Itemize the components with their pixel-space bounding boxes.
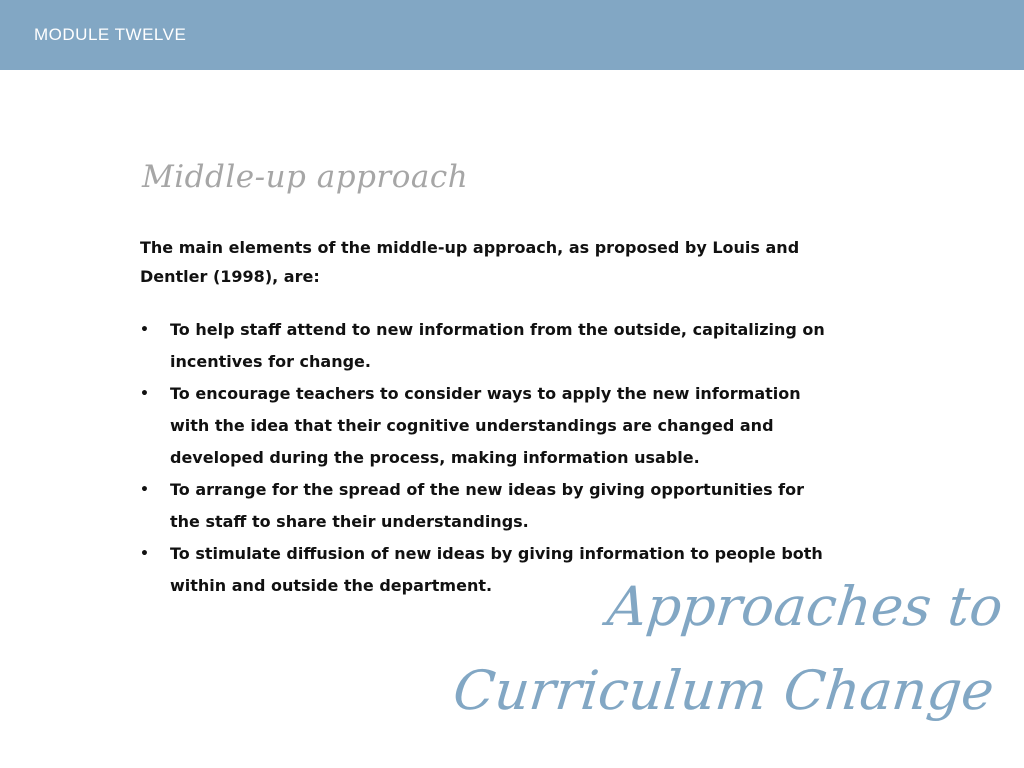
bullet-dot-icon: • [140, 482, 149, 498]
bullet-list [140, 314, 840, 602]
bullet-dot-icon: • [140, 386, 149, 402]
bullet-text: To arrange for the spread of the new ideas by giving opportunities for the staff to share their understandings. [170, 480, 804, 531]
intro-paragraph: The main elements of the middle-up approach, as proposed by Louis and Dentler (1998), are: [140, 238, 800, 286]
bullet-text: To stimulate diffusion of new ideas by giving information to people both within and outside the department. [170, 544, 823, 595]
bullet-text: To encourage teachers to consider ways to apply the new information with the idea that their cognitive understandings are changed and developed during the process, making information usable. [170, 384, 801, 467]
bullet-text: To help staff attend to new information from the outside, capitalizing on incentives for change. [170, 320, 825, 371]
bullet-dot-icon: • [140, 546, 149, 562]
bullet-dot-icon: • [140, 322, 149, 338]
bullet-item [140, 474, 835, 538]
course-title-watermark [449, 565, 1007, 733]
section-title: Middle-up approach [142, 159, 469, 195]
bullet-item [140, 314, 835, 378]
slide-content [140, 233, 840, 602]
module-label: MODULE TWELVE [34, 25, 187, 44]
header-bar [0, 0, 1024, 70]
watermark-line-1: Approaches to [604, 575, 1006, 638]
bullet-item [140, 378, 835, 474]
watermark-line-2: Curriculum Change [450, 659, 997, 722]
